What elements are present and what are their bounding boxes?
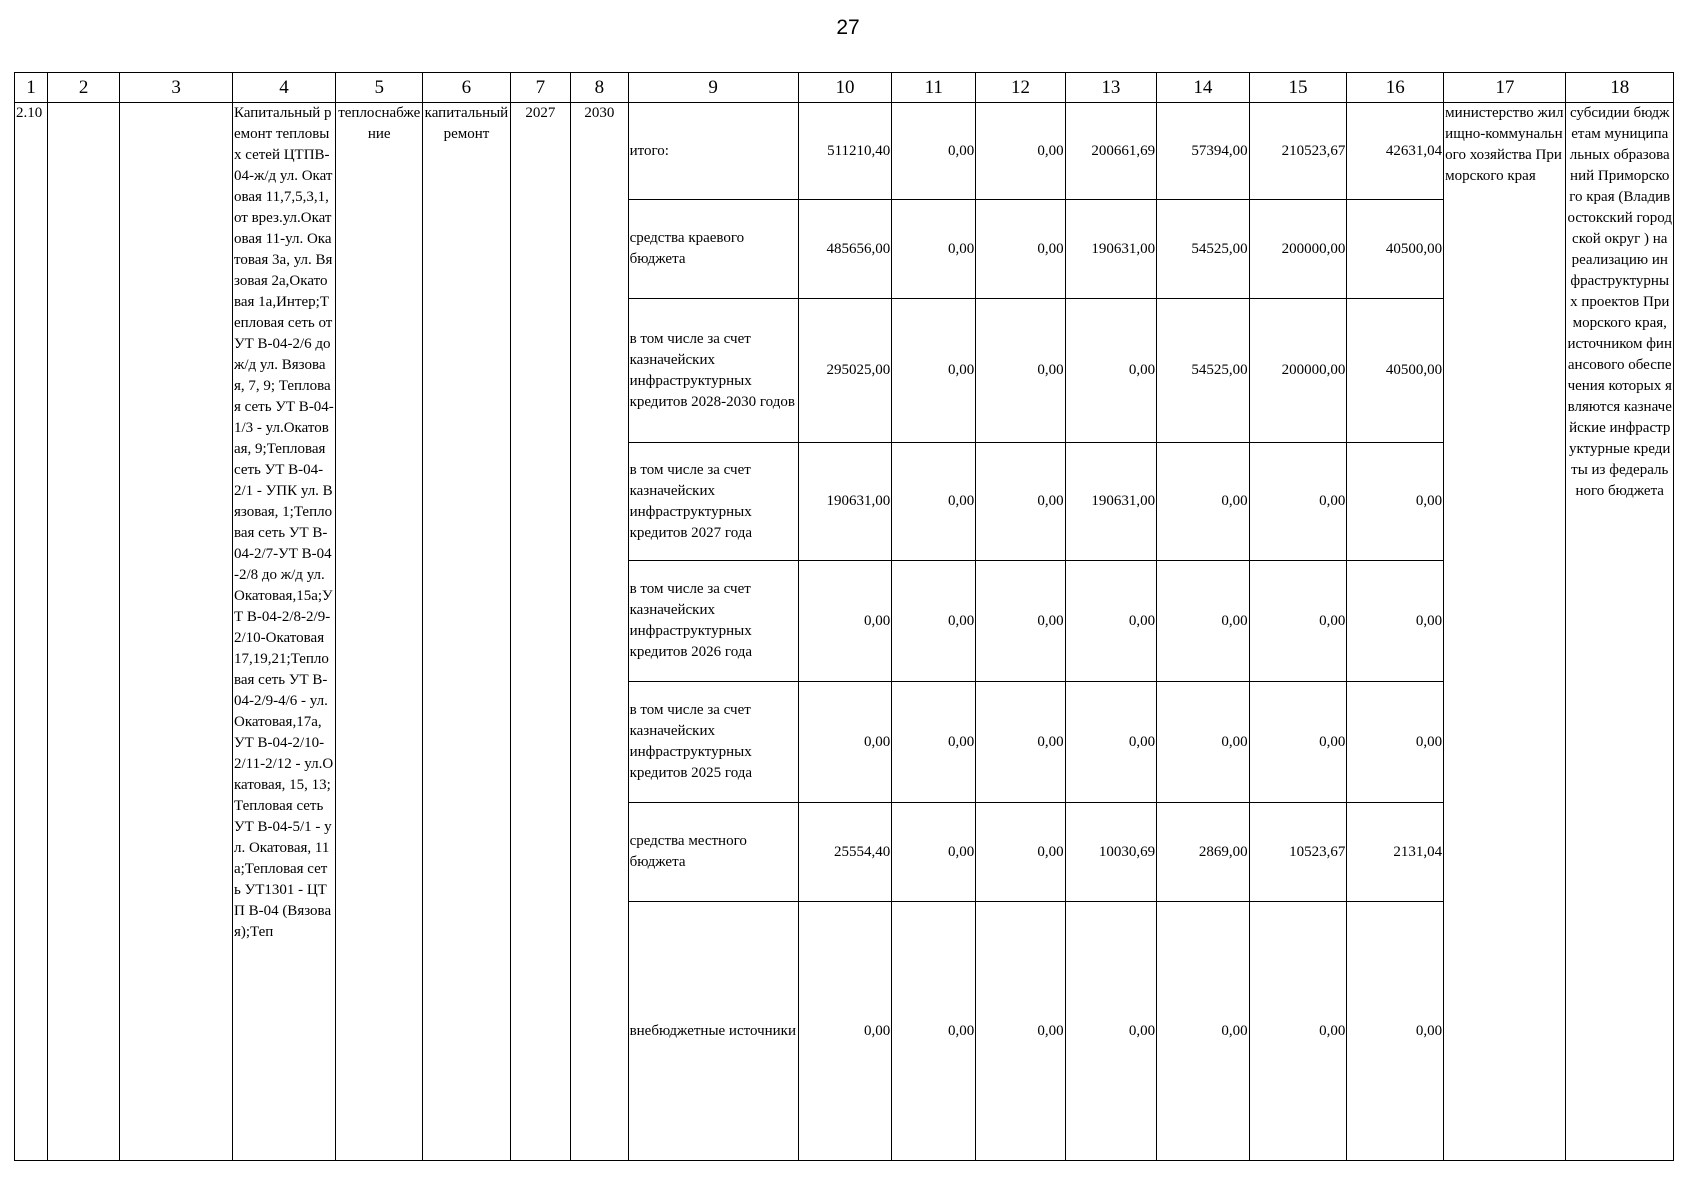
value-cell: 190631,00 <box>1065 443 1156 561</box>
funding-source-label: в том числе за счет казначейских инфраструктурных кредитов 2025 года <box>628 682 798 803</box>
col-header-5: 5 <box>336 73 423 103</box>
value-cell: 40500,00 <box>1347 200 1444 299</box>
col-header-16: 16 <box>1347 73 1444 103</box>
col-header-17: 17 <box>1444 73 1566 103</box>
value-cell: 0,00 <box>892 103 976 200</box>
value-cell: 0,00 <box>1065 902 1156 1161</box>
value-cell: 0,00 <box>892 682 976 803</box>
value-cell: 0,00 <box>976 200 1065 299</box>
col-header-6: 6 <box>423 73 510 103</box>
responsible-executor: министерство жилищно-коммунального хозяйства Приморского края <box>1444 103 1566 1161</box>
value-cell: 0,00 <box>1249 443 1347 561</box>
value-cell: 0,00 <box>1347 561 1444 682</box>
value-cell: 0,00 <box>798 682 892 803</box>
value-cell: 0,00 <box>1157 443 1250 561</box>
col-header-18: 18 <box>1566 73 1674 103</box>
value-cell: 200000,00 <box>1249 299 1347 443</box>
value-cell: 295025,00 <box>798 299 892 443</box>
value-cell: 10030,69 <box>1065 803 1156 902</box>
start-year: 2027 <box>510 103 571 1161</box>
col-header-2: 2 <box>47 73 119 103</box>
project-description: Капитальный ремонт тепловых сетей ЦТПВ-04-ж/д ул. Окатовая 11,7,5,3,1,от врез.ул.Окатовая 11-ул. Окатовая 3а, ул. Вязовая 2а,Окатовая 1а,Интер;Тепловая сеть от УТ В-04-2/6 до ж/д ул. Вязовая, 7, 9; Тепловая сеть УТ В-04-1/3 - ул.Окатовая, 9;Тепловая сеть УТ В-04-2/1 - УПК ул. Вязовая, 1;Тепловая сеть УТ В-04-2/7-УТ В-04-2/8 до ж/д ул.Окатовая,15а;УТ В-04-2/8-2/9-2/10-Окатовая 17,19,21;Тепловая сеть УТ В-04-2/9-4/6 - ул. Окатовая,17а, УТ В-04-2/10-2/11-2/12 - ул.Окатовая, 15, 13;Тепловая сеть УТ В-04-5/1 - ул. Окатовая, 11а;Тепловая сеть УТ1301 - ЦТП В-04 (Вязовая);Теп <box>232 103 335 1161</box>
col-header-14: 14 <box>1157 73 1250 103</box>
value-cell: 10523,67 <box>1249 803 1347 902</box>
funding-source-label: итого: <box>628 103 798 200</box>
col-header-1: 1 <box>15 73 48 103</box>
col-header-9: 9 <box>628 73 798 103</box>
work-type-cell: капитальный ремонт <box>423 103 510 1161</box>
value-cell: 0,00 <box>1347 902 1444 1161</box>
value-cell: 0,00 <box>892 561 976 682</box>
value-cell: 0,00 <box>798 561 892 682</box>
funding-source-label: в том числе за счет казначейских инфраструктурных кредитов 2026 года <box>628 561 798 682</box>
value-cell: 200661,69 <box>1065 103 1156 200</box>
value-cell: 190631,00 <box>1065 200 1156 299</box>
value-cell: 2869,00 <box>1157 803 1250 902</box>
value-cell: 0,00 <box>892 443 976 561</box>
value-cell: 0,00 <box>1065 561 1156 682</box>
value-cell: 210523,67 <box>1249 103 1347 200</box>
value-cell: 0,00 <box>1347 443 1444 561</box>
col-header-4: 4 <box>232 73 335 103</box>
value-cell: 0,00 <box>892 803 976 902</box>
value-cell: 54525,00 <box>1157 200 1250 299</box>
value-cell: 0,00 <box>892 902 976 1161</box>
value-cell: 0,00 <box>1157 902 1250 1161</box>
value-cell: 0,00 <box>1347 682 1444 803</box>
funding-source-label: внебюджетные источники <box>628 902 798 1161</box>
value-cell: 0,00 <box>976 902 1065 1161</box>
value-cell: 0,00 <box>1065 299 1156 443</box>
value-cell: 0,00 <box>976 299 1065 443</box>
col-header-11: 11 <box>892 73 976 103</box>
col-header-7: 7 <box>510 73 571 103</box>
value-cell: 0,00 <box>892 299 976 443</box>
funding-source-label: в том числе за счет казначейских инфраструктурных кредитов 2028-2030 годов <box>628 299 798 443</box>
col-header-10: 10 <box>798 73 892 103</box>
direction-cell: теплоснабжение <box>336 103 423 1161</box>
value-cell: 54525,00 <box>1157 299 1250 443</box>
value-cell: 57394,00 <box>1157 103 1250 200</box>
value-cell: 25554,40 <box>798 803 892 902</box>
value-cell: 0,00 <box>1065 682 1156 803</box>
col-header-15: 15 <box>1249 73 1347 103</box>
cell-col-3 <box>120 103 233 1161</box>
value-cell: 511210,40 <box>798 103 892 200</box>
page-number: 27 <box>836 16 860 39</box>
funding-source-label: в том числе за счет казначейских инфраструктурных кредитов 2027 года <box>628 443 798 561</box>
col-header-3: 3 <box>120 73 233 103</box>
value-cell: 0,00 <box>976 682 1065 803</box>
value-cell: 0,00 <box>798 902 892 1161</box>
funding-purpose: субсидии бюджетам муниципальных образований Приморского края (Владивостокский городской округ ) на реализацию инфраструктурных проектов Приморского края, источником финансового обеспечения которых являются казначейские инфраструктурные кредиты из федерального бюджета <box>1566 103 1674 1161</box>
end-year: 2030 <box>571 103 628 1161</box>
value-cell: 190631,00 <box>798 443 892 561</box>
value-cell: 0,00 <box>1249 682 1347 803</box>
value-cell: 0,00 <box>1157 561 1250 682</box>
value-cell: 40500,00 <box>1347 299 1444 443</box>
value-cell: 0,00 <box>976 103 1065 200</box>
value-cell: 42631,04 <box>1347 103 1444 200</box>
col-header-13: 13 <box>1065 73 1156 103</box>
col-header-12: 12 <box>976 73 1065 103</box>
value-cell: 0,00 <box>976 561 1065 682</box>
funding-source-label: средства местного бюджета <box>628 803 798 902</box>
col-header-8: 8 <box>571 73 628 103</box>
row-number: 2.10 <box>15 103 48 1161</box>
value-cell: 0,00 <box>892 200 976 299</box>
value-cell: 0,00 <box>1157 682 1250 803</box>
value-cell: 485656,00 <box>798 200 892 299</box>
value-cell: 0,00 <box>976 443 1065 561</box>
program-table <box>14 72 1674 1161</box>
column-number-row <box>15 73 1674 103</box>
cell-col-2 <box>47 103 119 1161</box>
value-cell: 0,00 <box>1249 902 1347 1161</box>
table-row <box>15 103 1674 200</box>
value-cell: 0,00 <box>1249 561 1347 682</box>
value-cell: 0,00 <box>976 803 1065 902</box>
funding-source-label: средства краевого бюджета <box>628 200 798 299</box>
value-cell: 200000,00 <box>1249 200 1347 299</box>
value-cell: 2131,04 <box>1347 803 1444 902</box>
